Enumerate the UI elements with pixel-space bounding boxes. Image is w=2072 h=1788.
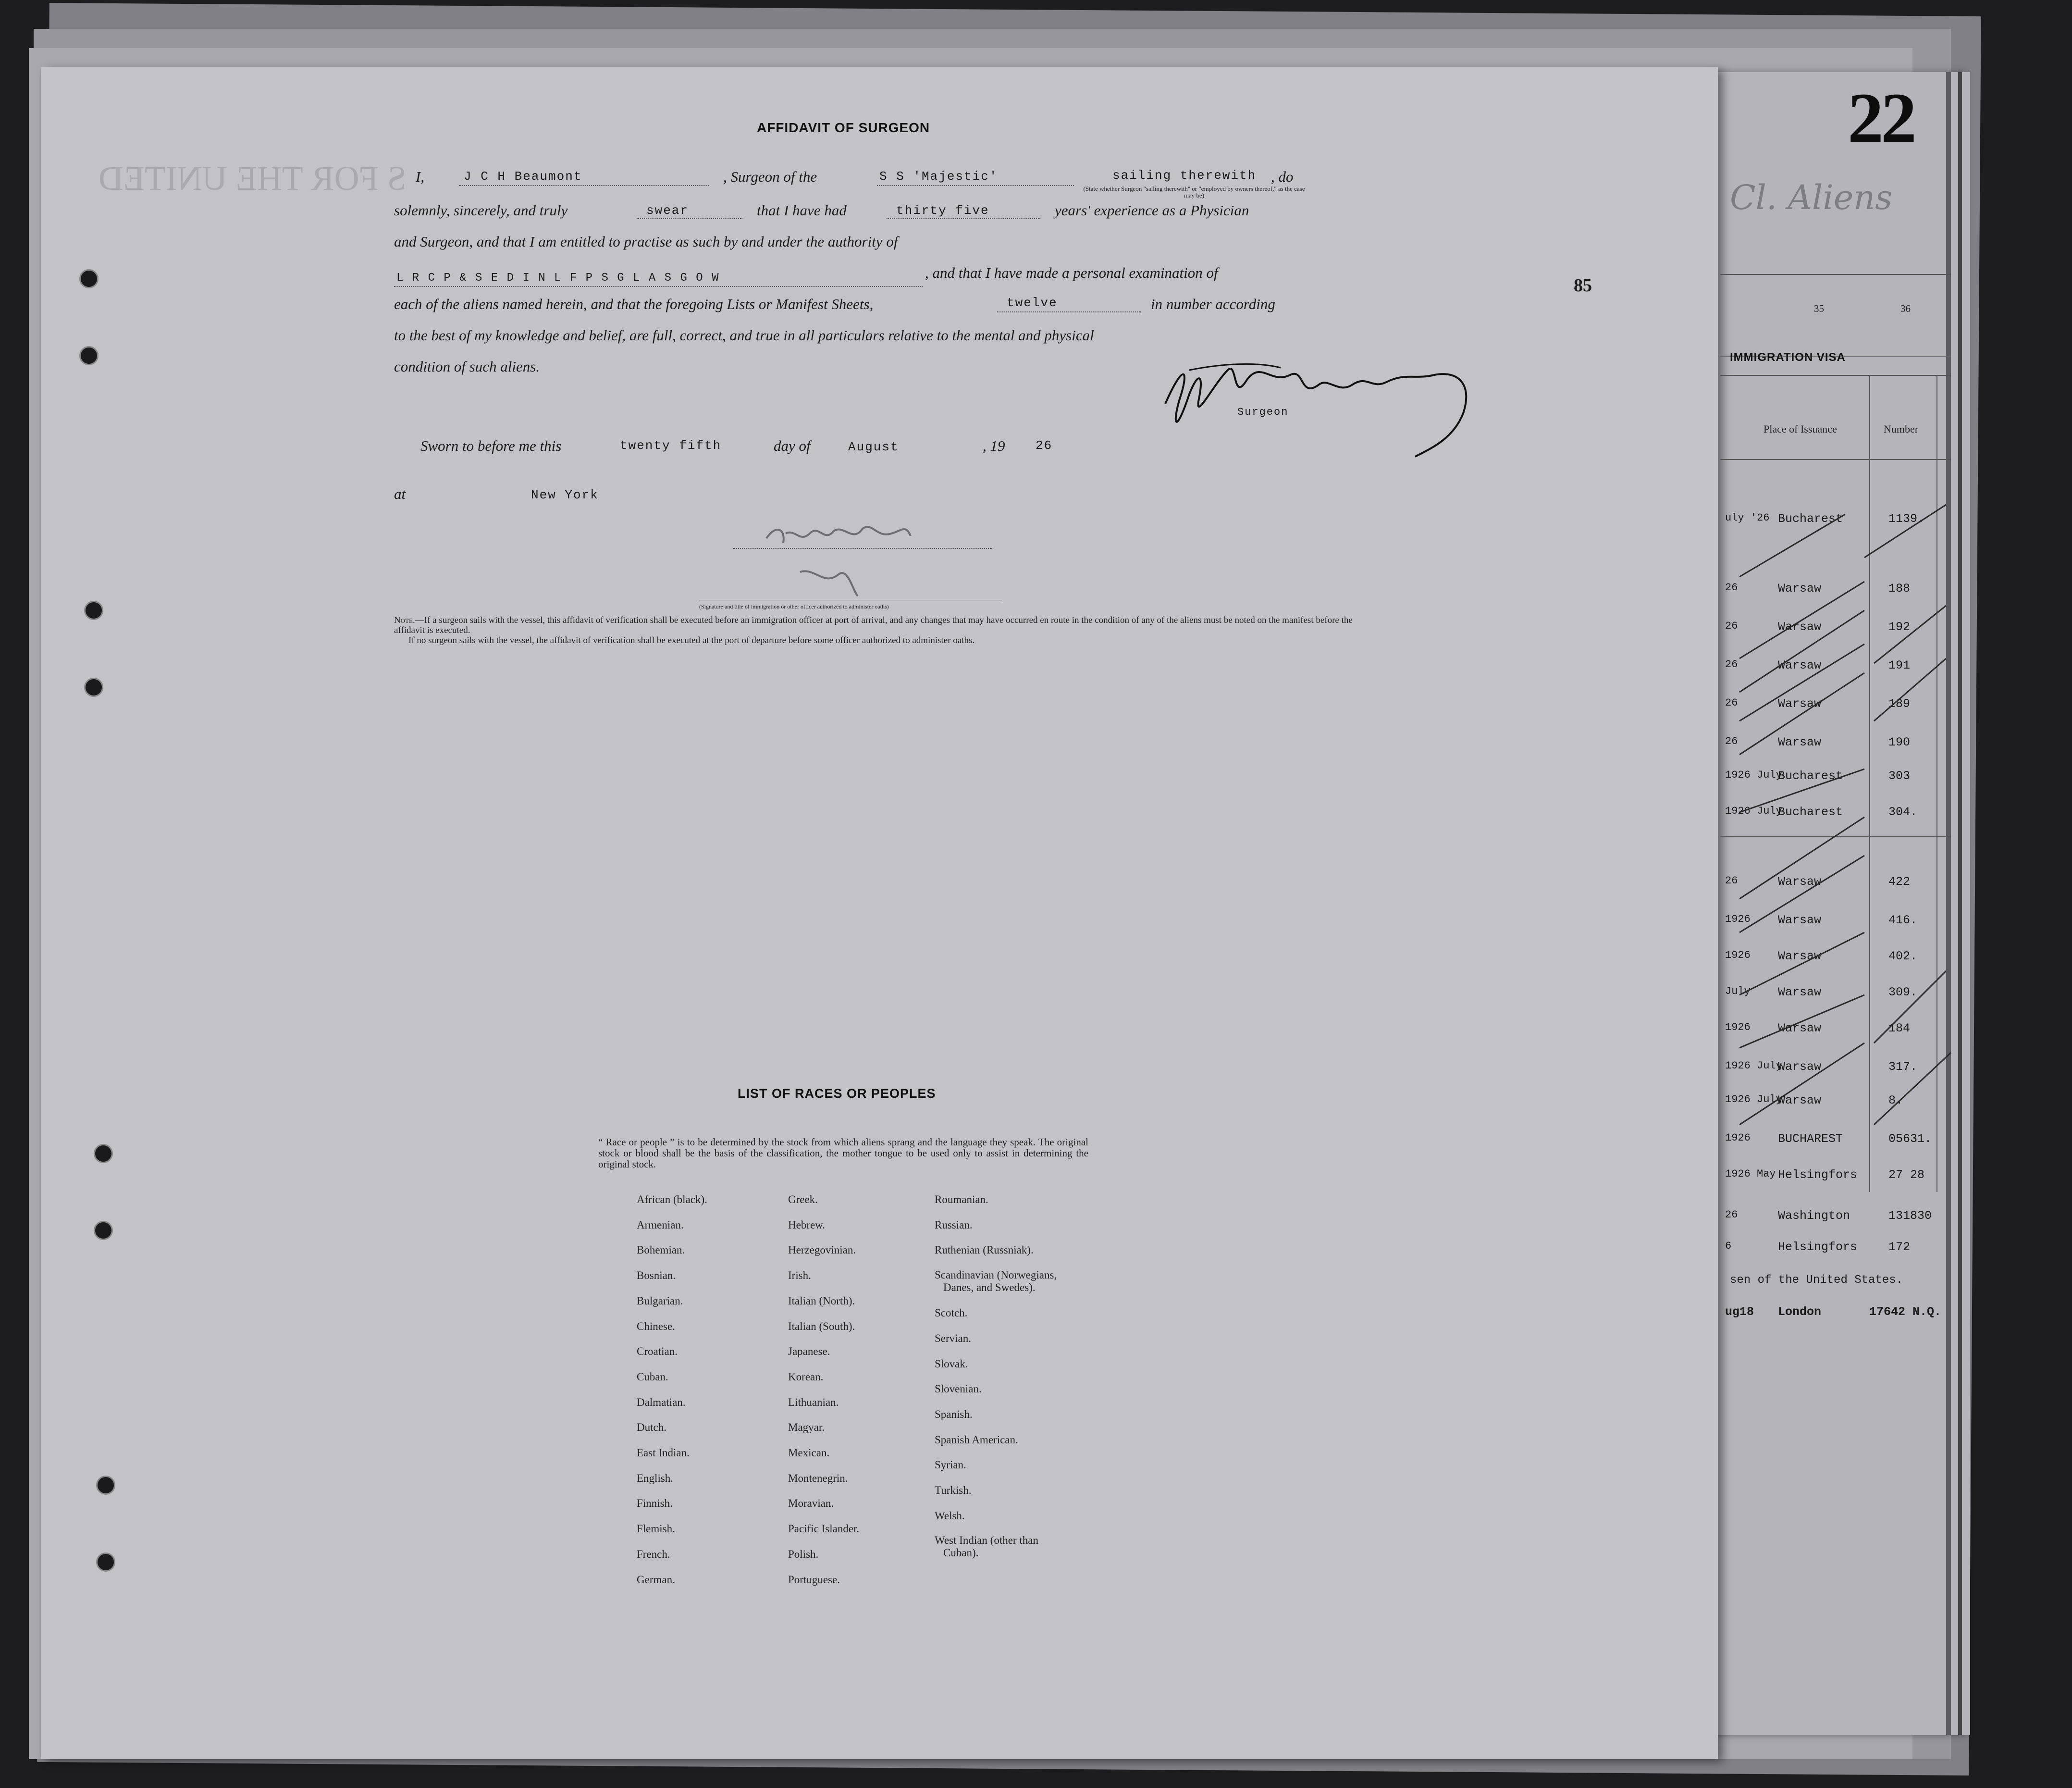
- visa-row-number: 189: [1888, 697, 1911, 711]
- race-item: French.: [637, 1548, 670, 1560]
- sworn-day: twenty fifth: [620, 438, 722, 453]
- race-item: Lithuanian.: [788, 1396, 839, 1408]
- visa-row-place: Warsaw: [1778, 875, 1822, 889]
- sworn-year: 26: [1036, 438, 1053, 453]
- visa-row-date: 26: [1725, 582, 1738, 594]
- race-item: Hebrew.: [788, 1218, 826, 1231]
- affidavit-note: [394, 615, 1355, 646]
- affidavit-title: AFFIDAVIT OF SURGEON: [757, 120, 930, 135]
- race-item: Italian (North).: [788, 1294, 855, 1307]
- races-column-3: [935, 1187, 1098, 1559]
- visa-row-place: Warsaw: [1778, 620, 1822, 634]
- citizen-note: sen of the United States.: [1730, 1274, 1903, 1287]
- vessel-name: S S 'Majestic': [879, 169, 998, 184]
- visa-row-place: Warsaw: [1778, 1093, 1822, 1107]
- visa-row-date: 1926: [1725, 949, 1751, 961]
- race-item: Finnish.: [637, 1497, 673, 1510]
- bleed-through-text: S FOR THE UNITED: [99, 159, 407, 198]
- visa-row-date: 26: [1725, 658, 1738, 670]
- visa-row-place: Warsaw: [1778, 658, 1822, 672]
- visa-row-date: 1926: [1725, 1132, 1751, 1144]
- race-item: Korean.: [788, 1370, 824, 1383]
- races-column-2: [788, 1187, 859, 1592]
- cancel-strokes: [1720, 500, 1961, 1317]
- visa-row-place: Warsaw: [1778, 735, 1822, 749]
- visa-row-number: 191: [1888, 658, 1911, 672]
- text-best-of-knowledge: to the best of my knowledge and belief, are full, correct, and true in all particulars relative to the mental and physical: [394, 327, 1094, 344]
- text-day-of: day of: [774, 437, 811, 454]
- surgeon-name: J C H Beaumont: [464, 169, 582, 184]
- col-number-36: 36: [1900, 303, 1911, 314]
- visa-panel: [1720, 67, 1965, 1759]
- visa-row-place: Warsaw: [1778, 985, 1822, 999]
- visa-row-place: Helsingfors: [1778, 1240, 1858, 1254]
- visa-row-number: 416.: [1888, 913, 1918, 927]
- blank-line: [997, 311, 1141, 312]
- binder-hole: [94, 1221, 113, 1240]
- race-item: Scotch.: [935, 1307, 968, 1319]
- visa-row-date: 1926 July: [1725, 1093, 1782, 1105]
- visa-row-date: 1926 May: [1725, 1168, 1776, 1180]
- visa-row-number: 190: [1888, 735, 1911, 749]
- race-item: Cuban).: [943, 1547, 979, 1559]
- visa-row-number: 192: [1888, 620, 1911, 634]
- race-item: Spanish.: [935, 1408, 973, 1420]
- race-item: Magyar.: [788, 1421, 825, 1434]
- race-item: Bohemian.: [637, 1244, 685, 1256]
- race-item: Moravian.: [788, 1497, 834, 1510]
- race-item: Russian.: [935, 1218, 973, 1231]
- visa-row-date: 1926: [1725, 913, 1751, 925]
- binder-hole: [96, 1552, 115, 1572]
- blank-line: [394, 286, 923, 287]
- visa-row-place: Bucharest: [1778, 769, 1843, 783]
- race-item: Greek.: [788, 1193, 818, 1205]
- race-item: Flemish.: [637, 1523, 675, 1535]
- blank-line: [887, 218, 1040, 219]
- last-row-date: ug18: [1725, 1305, 1754, 1319]
- race-item: Portuguese.: [788, 1573, 840, 1586]
- text-aliens-named: each of the aliens named herein, and that the foregoing Lists or Manifest Sheets,: [394, 296, 874, 312]
- text-in-number: in number according: [1151, 296, 1275, 312]
- officer-caption: (Signature and title of immigration or other officer authorized to administer oaths): [699, 603, 889, 610]
- race-item: West Indian (other than: [935, 1534, 1038, 1547]
- visa-title: IMMIGRATION VISA: [1730, 351, 1846, 364]
- blank-line: [637, 218, 742, 219]
- visa-row-date: 26: [1725, 620, 1738, 632]
- visa-row-number: 1139.: [1888, 512, 1925, 526]
- surgeon-signature: [1146, 341, 1492, 466]
- race-item: Slovenian.: [935, 1383, 982, 1395]
- oath-type: swear: [646, 203, 689, 218]
- note-text-2: If no surgeon sails with the vessel, the affidavit of verification shall be executed at the port of departure before some officer authorized to administer oaths.: [408, 635, 975, 646]
- visa-row-place: Warsaw: [1778, 913, 1822, 927]
- visa-row-number: 303: [1888, 769, 1911, 783]
- race-item: Turkish.: [935, 1484, 972, 1497]
- visa-row-place: Bucharest: [1778, 512, 1843, 526]
- visa-row-date: 26: [1725, 697, 1738, 709]
- race-item: Polish.: [788, 1548, 819, 1560]
- visa-row-number: 27 28: [1888, 1168, 1925, 1182]
- text-that-i-have: that I have had: [757, 202, 847, 219]
- race-item: Japanese.: [788, 1345, 830, 1358]
- visa-row-number: 309.: [1888, 985, 1918, 999]
- licensing-authority: L R C P & S E D I N L F P S G L A S G O W: [396, 272, 720, 285]
- binder-hole: [84, 601, 103, 620]
- pencil-annotation: Cl. Aliens: [1730, 178, 1893, 217]
- sheet-count: twelve: [1007, 296, 1058, 310]
- visa-row-place: Warsaw: [1778, 697, 1822, 711]
- race-item: Scandinavian (Norwegians,: [935, 1269, 1057, 1281]
- sheet-count-number: 85: [1574, 275, 1592, 296]
- note-text: —If a surgeon sails with the vessel, this affidavit of verification shall be executed before an immigration officer at port of arrival, and any changes that may have occurred en route in the condition of any of the aliens must be noted on the manifest before the affidavit is executed.: [394, 615, 1353, 635]
- last-row-place: London: [1778, 1305, 1822, 1319]
- visa-row-number: 422: [1888, 875, 1911, 889]
- race-item: Bosnian.: [637, 1269, 676, 1282]
- race-item: Ruthenian (Russniak).: [935, 1244, 1034, 1256]
- surgeon-status-note: (State whether Surgeon "sailing therewith" or "employed by owners thereof," as the case may be): [1083, 185, 1305, 199]
- visa-row-number: 402.: [1888, 949, 1918, 963]
- binder-hole: [79, 269, 99, 288]
- text-condition: condition of such aliens.: [394, 358, 540, 375]
- visa-row-date: uly '26: [1725, 512, 1770, 524]
- years-experience: thirty five: [896, 203, 989, 218]
- race-item: Pacific Islander.: [788, 1523, 860, 1535]
- rule: [1720, 459, 1951, 460]
- page-number: 22: [1848, 78, 1914, 158]
- visa-row-date: 1926 July: [1725, 805, 1782, 817]
- race-item: Roumanian.: [935, 1193, 988, 1205]
- race-item: Herzegovinian.: [788, 1244, 856, 1256]
- visa-row-date: 1926 July: [1725, 769, 1782, 781]
- races-intro: “ Race or people ” is to be determined by the stock from which aliens sprang and the language they speak. The original stock or blood shall be the basis of the classification, the mother tongue to be used only to assist in determining the original stock.: [598, 1136, 1088, 1170]
- rule: [1720, 375, 1951, 376]
- visa-row-number: 317.: [1888, 1060, 1918, 1074]
- races-title: LIST OF RACES OR PEOPLES: [738, 1086, 936, 1101]
- visa-row-place: Helsingfors: [1778, 1168, 1858, 1182]
- race-item: Slovak.: [935, 1357, 968, 1370]
- race-item: Dalmatian.: [637, 1396, 686, 1408]
- visa-row-number: 131830: [1888, 1209, 1932, 1223]
- visa-row-number: 8.: [1888, 1093, 1903, 1107]
- visa-row-date: July: [1725, 985, 1751, 997]
- race-item: African (black).: [637, 1193, 707, 1205]
- text-authority: and Surgeon, and that I am entitled to practise as such by and under the authority of: [394, 233, 898, 250]
- race-item: Mexican.: [788, 1447, 830, 1459]
- visa-row-number: 184: [1888, 1021, 1911, 1035]
- sworn-place: New York: [531, 488, 599, 502]
- race-item: English.: [637, 1472, 674, 1484]
- visa-row-date: 26: [1725, 1209, 1738, 1221]
- visa-row-date: 26: [1725, 875, 1738, 887]
- visa-row-place: Bucharest: [1778, 805, 1843, 819]
- visa-row-place: BUCHAREST: [1778, 1132, 1843, 1146]
- visa-row-place: Warsaw: [1778, 582, 1822, 596]
- visa-row-date: 6: [1725, 1240, 1732, 1252]
- visa-row-number: 172: [1888, 1240, 1911, 1254]
- visa-row-number: 304.: [1888, 805, 1918, 819]
- col-number-35: 35: [1814, 303, 1824, 314]
- visa-row-number: 188: [1888, 582, 1911, 596]
- race-item: Montenegrin.: [788, 1472, 848, 1484]
- race-item: Dutch.: [637, 1421, 666, 1434]
- sworn-month: August: [848, 440, 899, 454]
- race-item: Irish.: [788, 1269, 811, 1282]
- visa-row-date: 26: [1725, 735, 1738, 747]
- affidavit-page: [41, 67, 1718, 1759]
- text-i: I,: [416, 168, 425, 185]
- sailing-status: sailing therewith: [1112, 168, 1257, 183]
- race-item: Chinese.: [637, 1320, 675, 1332]
- text-year-prefix: , 19: [983, 437, 1005, 454]
- text-personal-examination: , and that I have made a personal examination of: [925, 264, 1218, 281]
- place-header: Place of Issuance: [1764, 423, 1837, 435]
- visa-row-place: Warsaw: [1778, 949, 1822, 963]
- text-sworn: Sworn to before me this: [420, 437, 562, 454]
- surgeon-label: Surgeon: [1237, 406, 1289, 418]
- visa-row-place: Warsaw: [1778, 1060, 1822, 1074]
- last-row-number: 17642 N.Q.: [1869, 1305, 1942, 1319]
- race-item: Armenian.: [637, 1218, 684, 1231]
- visa-row-date: 1926: [1725, 1021, 1751, 1033]
- number-header: Number: [1884, 423, 1919, 435]
- race-item: Croatian.: [637, 1345, 678, 1358]
- race-item: East Indian.: [637, 1447, 690, 1459]
- binder-hole: [94, 1144, 113, 1163]
- rule: [1720, 274, 1951, 275]
- text-solemnly: solemnly, sincerely, and truly: [394, 202, 568, 219]
- race-item: Servian.: [935, 1332, 972, 1344]
- text-at: at: [394, 485, 406, 502]
- race-item: Italian (South).: [788, 1320, 855, 1332]
- race-item: Danes, and Swedes).: [943, 1281, 1036, 1294]
- visa-row-number: 05631.: [1888, 1132, 1932, 1146]
- text-years: years' experience as a Physician: [1055, 202, 1249, 219]
- visa-row-date: 1926 July: [1725, 1060, 1782, 1072]
- race-item: Cuban.: [637, 1370, 668, 1383]
- binder-hole: [84, 678, 103, 697]
- blank-line: [733, 548, 992, 549]
- binder-hole: [96, 1476, 115, 1495]
- visa-row-place: Warsaw: [1778, 1021, 1822, 1035]
- text-surgeon-of: , Surgeon of the: [723, 168, 817, 185]
- races-column-1: [637, 1187, 707, 1592]
- race-item: Syrian.: [935, 1459, 966, 1471]
- note-lead: Note.: [394, 615, 415, 625]
- race-item: Spanish American.: [935, 1433, 1018, 1446]
- blank-line: [459, 185, 709, 186]
- text-do: , do: [1271, 168, 1294, 185]
- race-item: Welsh.: [935, 1509, 965, 1522]
- visa-row-place: Washington: [1778, 1209, 1850, 1223]
- race-item: Bulgarian.: [637, 1294, 683, 1307]
- blank-line: [877, 185, 1074, 186]
- race-item: German.: [637, 1573, 675, 1586]
- binder-hole: [79, 346, 99, 365]
